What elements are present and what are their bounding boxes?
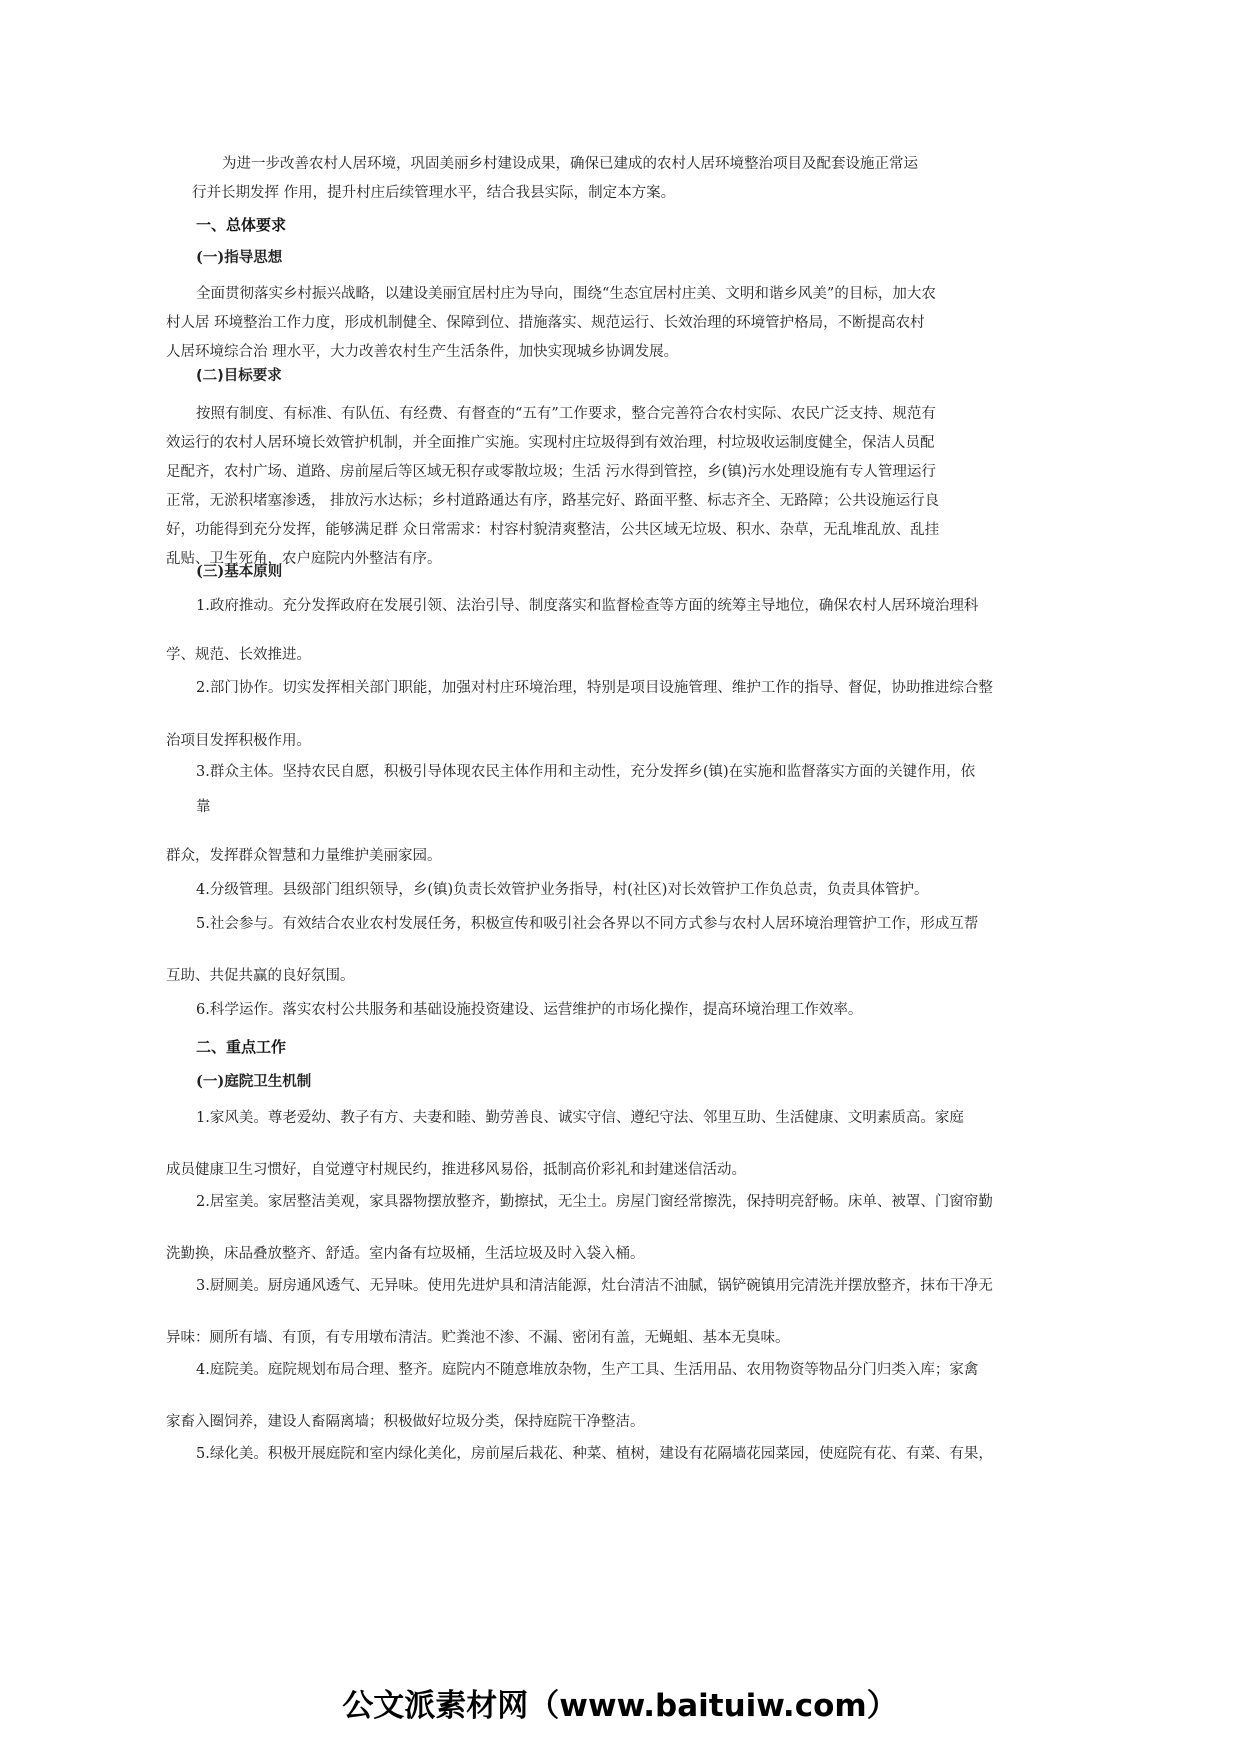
principle-1-continuation: 学、规范、长效推进。	[166, 647, 311, 663]
courtyard-item-4-line: 4.庭院美。庭院规划布局合理、整齐。庭院内不随意堆放杂物，生产工具、生活用品、农用物资等物品分门归类入库；家禽	[196, 1362, 979, 1378]
section-heading-overall-requirements: 一、总体要求	[196, 216, 287, 234]
principle-5-continuation: 互助、共促共赢的良好氛围。	[166, 968, 355, 984]
courtyard-item-3-line: 3.厨厕美。厨房通风透气、无异味。使用先进炉具和清洁能源，灶台清洁不油腻，锅铲碗镇用完清洗并摆放整齐，抹布干净无	[196, 1278, 993, 1294]
intro-paragraph: 为进一步改善农村人居环境，巩固美丽乡村建设成果，确保已建成的农村人居环境整治项目及配套设施正常运行并长期发挥 作用，提升村庄后续管理水平，结合我县实际，制定本方案。	[192, 156, 918, 201]
principle-4-line: 4.分级管理。县级部门组织领导，乡(镇)负责长效管护业务指导，村(社区)对长效管护工作负总责，负责具体管护。	[196, 882, 929, 898]
courtyard-item-1-continuation: 成员健康卫生习惯好，自觉遵守村规民约，推进移风易俗，抵制高价彩礼和封建迷信活动。	[166, 1162, 746, 1178]
principle-5-line: 5.社会参与。有效结合农业农村发展任务，积极宣传和吸引社会各界以不同方式参与农村人居环境治理管护工作，形成互帮	[196, 916, 979, 932]
subheading-courtyard-hygiene: (一)庭院卫生机制	[196, 1073, 312, 1090]
section-heading-key-work: 二、重点工作	[196, 1038, 287, 1056]
principle-3-continuation: 群众，发挥群众智慧和力量维护美丽家园。	[166, 848, 442, 864]
courtyard-item-1-line: 1.家风美。尊老爱幼、教子有方、夫妻和睦、勤劳善良、诚实守信、遵纪守法、邻里互助、生活健康、文明素质高。家庭	[196, 1110, 964, 1126]
subheading-goal-requirements: (二)目标要求	[196, 368, 282, 384]
subheading-basic-principles: (三)基本原则	[196, 563, 283, 580]
courtyard-item-2-line: 2.居室美。家居整洁美观，家具器物摆放整齐，勤擦拭，无尘土。房屋门窗经常擦洗，保持明亮舒畅。床单、被罩、门窗帘勤	[196, 1194, 993, 1210]
courtyard-item-4-continuation: 家畜入圈饲养，建设人畜隔离墙；积极做好垃圾分类，保持庭院干净整洁。	[166, 1414, 645, 1430]
principle-6-line: 6.科学运作。落实农村公共服务和基础设施投资建设、运营维护的市场化操作，提高环境治理工作效率。	[196, 1002, 863, 1018]
principle-3-wrap: 靠	[196, 799, 211, 815]
courtyard-item-3-continuation: 异味：厕所有墙、有顶，有专用墩布清洁。贮粪池不渗、不漏、密闭有盖，无蝇蛆、基本无臭味。	[166, 1330, 790, 1346]
goal-requirements-paragraph: 按照有制度、有标准、有队伍、有经费、有督查的“五有”工作要求，整合完善符合农村实际、农民广泛支持、规范有效运行的农村人居环境长效管护机制，并全面推广实施。实现村庄垃圾得到有效治理，村垃圾收运制度健全，保洁人员配足配齐，农村广场、道路、房前屋后等区域无积存或零散垃圾；生活 污水得到管控，乡(镇)污水处理设施有专人管理运行正常，无淤积堵塞渗透， 排放污水达标；乡村道路通达有序，路基完好、路面平整、标志齐全、无路障；公共设施运行良好，功能得到充分发挥，能够满足群 众日常需求：村容村貌清爽整洁，公共区域无垃圾、积水、杂草，无乱堆乱放、乱挂乱贴、卫生死角，农户庭院内外整洁有序。	[166, 406, 940, 567]
principle-1-line: 1.政府推动。充分发挥政府在发展引领、法治引导、制度落实和监督检查等方面的统筹主导地位，确保农村人居环境治理科	[196, 598, 979, 614]
courtyard-item-5-line: 5.绿化美。积极开展庭院和室内绿化美化，房前屋后栽花、种菜、植树，建设有花隔墙花园菜园，使庭院有花、有菜、有果，	[196, 1446, 993, 1462]
courtyard-item-2-continuation: 洗勤换，床品叠放整齐、舒适。室内备有垃圾桶，生活垃圾及时入袋入桶。	[166, 1246, 645, 1262]
guiding-ideology-paragraph: 全面贯彻落实乡村振兴战略，以建设美丽宜居村庄为导向，围绕“生态宜居村庄美、文明和谐乡风美”的目标，加大农村人居 环境整治工作力度，形成机制健全、保障到位、措施落实、规范运行、长效治理的环境管护格局，不断提高农村人居环境综合治 理水平，大力改善农村生产生活条件，加快实现城乡协调发展。	[166, 286, 936, 360]
subheading-guiding-ideology: (一)指导思想	[196, 249, 283, 266]
principle-2-line: 2.部门协作。切实发挥相关部门职能，加强对村庄环境治理，特别是项目设施管理、维护工作的指导、督促，协助推进综合整	[196, 680, 993, 696]
principle-2-continuation: 治项目发挥积极作用。	[166, 733, 311, 749]
principle-3-line: 3.群众主体。坚持农民自愿，积极引导体现农民主体作用和主动性，充分发挥乡(镇)在实施和监督落实方面的关键作用，依	[196, 764, 976, 780]
footer-site-watermark: 公文派素材网（www.baituiw.com）	[342, 1688, 898, 1724]
